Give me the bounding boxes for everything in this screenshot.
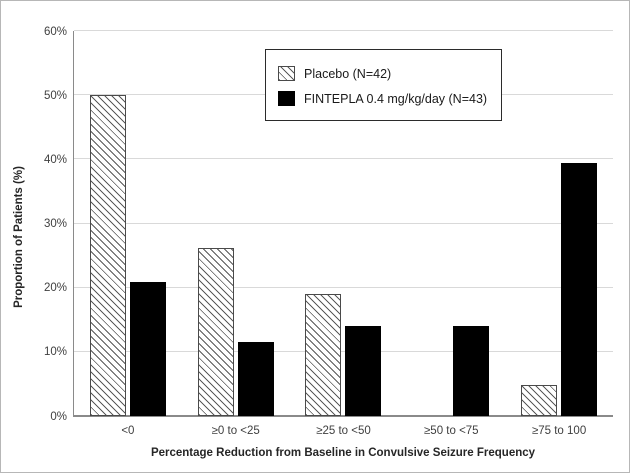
bar: [345, 326, 381, 416]
bar: [561, 163, 597, 416]
bar: [453, 326, 489, 416]
x-axis-tick-label: ≥0 to <25: [211, 425, 260, 437]
legend-label-placebo: Placebo (N=42): [304, 66, 392, 81]
x-axis-tick-label: ≥25 to <50: [316, 425, 371, 437]
x-axis-title: Percentage Reduction from Baseline in Convulsive Seizure Frequency: [150, 447, 536, 459]
x-axis-tick-label: ≥75 to 100: [531, 425, 587, 437]
y-axis-tick-label: 30%: [43, 218, 67, 230]
bar-group: [74, 31, 182, 437]
legend: [265, 49, 502, 121]
legend-swatch-fintepla: [278, 91, 295, 106]
bar-group: [505, 31, 613, 437]
y-axis-title: Proportion of Patients (%): [13, 165, 25, 308]
y-axis-tick-label: 50%: [43, 89, 67, 102]
y-axis-tick-label: 40%: [43, 153, 67, 166]
bar: [90, 95, 126, 416]
y-axis-tick-label: 10%: [43, 346, 67, 359]
legend-label-fintepla: FINTEPLA 0.4 mg/kg/day (N=43): [304, 91, 488, 106]
bar: [130, 282, 166, 416]
bar: [198, 248, 234, 416]
bar: [305, 294, 341, 416]
legend-swatch-placebo: [278, 66, 295, 81]
bar: [521, 385, 557, 416]
y-axis-tick-label: 60%: [43, 25, 67, 38]
x-axis-tick-label: <0: [121, 425, 135, 437]
legend-item-placebo: [278, 66, 487, 81]
bar: [238, 342, 274, 416]
y-axis-tick-label: 0%: [50, 410, 67, 423]
legend-item-fintepla: [278, 91, 487, 106]
x-axis-tick-label: ≥50 to <75: [423, 425, 479, 437]
y-axis-tick-label: 20%: [43, 282, 67, 295]
